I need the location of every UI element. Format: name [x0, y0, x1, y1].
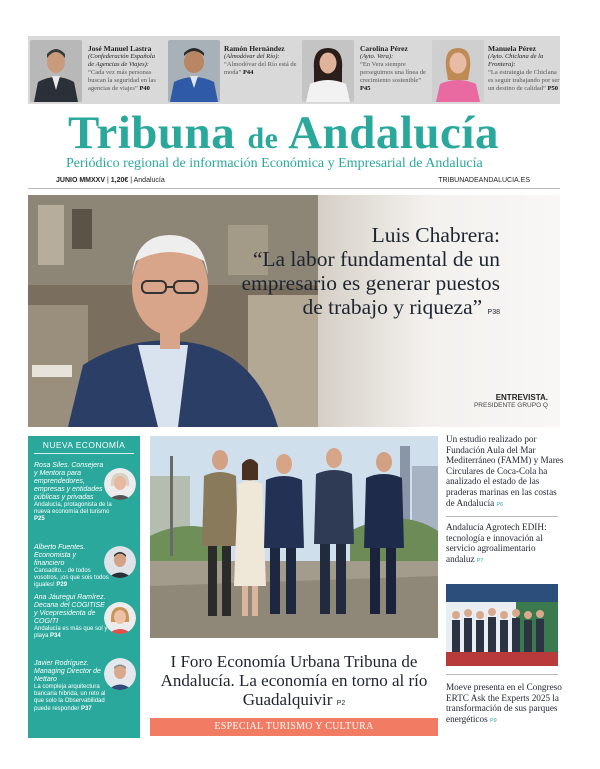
sidebar-article — [34, 684, 112, 713]
banner-name: Manuela Pérez — [488, 44, 536, 53]
banner-name: Carolina Pérez — [360, 44, 408, 53]
hero-headline-name: Luis Chabrera: — [371, 223, 500, 247]
banner-quote-text: “La estrategia de Chiclana es seguir trabajando por ser un destino de calidad” — [488, 69, 560, 92]
banner-page: P40 — [139, 85, 150, 92]
right-story-moeve[interactable] — [446, 682, 564, 726]
sidebar-author: Rosa Siles. Consejera y Mentora para emprendedores, empresas y entidades públicas y privadas — [34, 462, 104, 501]
portrait-lastra — [30, 40, 82, 102]
hero-tag-role: PRESIDENTE GRUPO Q — [473, 402, 548, 409]
banner-name: José Manuel Lastra — [88, 44, 152, 53]
right-story-page: P9 — [489, 717, 497, 724]
hero-story[interactable] — [28, 195, 560, 427]
featured-interviews-banner — [28, 36, 560, 104]
avatar-jauregui — [104, 602, 136, 634]
banner-quote — [360, 61, 430, 93]
group-photo-illustration — [150, 436, 438, 638]
sidebar-article-text: Andalucía, protagonista de la nueva economía del turismo — [34, 502, 112, 516]
banner-page: P44 — [242, 69, 254, 76]
issue-date: JUNIO MMXXV — [56, 177, 106, 184]
hero-headline-quote: “La labor fundamental de un empresario es generar puestos de trabajo y riqueza” — [241, 247, 500, 319]
right-story-text: Moeve presenta en el Congreso ERTC Ask the Experts 2025 la transformación de sus parques energéticos — [446, 682, 562, 724]
issue-region: Andalucía — [133, 177, 165, 184]
avatar-siles — [104, 468, 136, 500]
foro-page: P2 — [336, 700, 346, 707]
banner-role: (Ayto. Chiclana de la Frontera): — [488, 53, 544, 68]
agrotech-photo[interactable] — [446, 584, 558, 666]
sidebar-article — [34, 626, 112, 640]
masthead-title-de: de — [247, 122, 279, 155]
banner-item-hernandez[interactable] — [166, 36, 299, 104]
sidebar-divider — [34, 453, 134, 454]
banner-page: P50 — [547, 85, 559, 92]
banner-page: P45 — [360, 85, 371, 92]
sidebar-article — [34, 568, 112, 590]
banner-role: (Ayto. Vera): — [360, 53, 394, 60]
sidebar-article-text: Andalucía es más que sol y playa — [34, 626, 108, 640]
foro-headline[interactable] — [150, 652, 438, 713]
sidebar-author: Alberto Fuentes. Economista y financiero — [34, 544, 86, 567]
masthead-title[interactable] — [68, 106, 499, 160]
banner-item-carolina-perez[interactable] — [302, 36, 432, 104]
right-divider — [446, 674, 558, 675]
portrait-carolina-perez — [302, 40, 354, 102]
hero-tag-type: ENTREVISTA. — [495, 393, 548, 402]
hero-page: P38 — [487, 309, 500, 316]
sidebar-page: P34 — [50, 633, 61, 640]
sidebar-author: Javier Rodríguez. Managing Director de Nettaro — [34, 660, 101, 683]
sidebar-heading: NUEVA ECONOMÍA — [42, 440, 126, 450]
banner-quote-text: “Cada vez más personas buscan la seguridad en las agencias de viajes” — [88, 69, 156, 92]
issue-separator: | — [106, 177, 109, 184]
portrait-manuela-perez — [432, 40, 484, 102]
right-story-text: Andalucía Agrotech EDIH: tecnología e innovación al servicio agroalimentario andaluz — [446, 522, 547, 564]
nueva-economia-sidebar — [28, 436, 140, 738]
avatar-rodriguez — [104, 658, 136, 690]
avatar-fuentes — [104, 546, 136, 578]
right-story-page: P7 — [476, 557, 484, 564]
hero-section-tag — [474, 393, 548, 409]
right-story-text: Un estudio realizado por Fundación Aula del Mar Mediterráneo (FAMM) y Mares Circulares de Coca-Cola ha analizado el estado de las praderas marinas en las costas de Andalucía — [446, 434, 564, 508]
sidebar-article-text: Cansadito... de todos vosotros, ¡os que sois todos iguales! — [34, 568, 109, 589]
masthead-divider — [28, 188, 560, 189]
banner-name: Ramón Hernández — [224, 44, 285, 53]
banner-role: (Almodóvar del Río): — [224, 53, 280, 60]
banner-quote-text: “Almodóvar del Río está de moda” — [224, 61, 297, 76]
banner-quote — [488, 69, 560, 93]
special-section-banner[interactable]: ESPECIAL TURISMO Y CULTURA — [150, 718, 438, 736]
sidebar-article — [34, 502, 112, 524]
banner-quote — [88, 69, 160, 93]
masthead-title-a: Tribuna — [68, 107, 248, 159]
banner-quote — [224, 61, 298, 77]
issue-price: 1,20€ — [110, 177, 129, 184]
site-url[interactable]: TRIBUNADEANDALUCIA.ES — [438, 177, 530, 184]
banner-item-manuela-perez[interactable] — [432, 36, 560, 104]
masthead-title-b: Andalucía — [278, 107, 499, 159]
issue-separator: | — [130, 177, 133, 184]
portrait-hernandez — [168, 40, 220, 102]
hero-headline — [240, 223, 500, 325]
right-story-famm[interactable] — [446, 434, 564, 510]
sidebar-page: P25 — [34, 516, 45, 523]
banner-quote-text: “En Vera siempre perseguimos una línea de crecimiento sostenible” — [360, 61, 426, 84]
sidebar-page: P37 — [81, 705, 92, 712]
masthead-subtitle: Periódico regional de información Económica y Empresarial de Andalucía — [66, 156, 483, 171]
banner-role: (Confederación Española de Agencias de Viajes): — [88, 53, 155, 68]
right-story-agrotech[interactable] — [446, 522, 564, 566]
right-story-page: P6 — [496, 501, 504, 508]
agrotech-photo-illustration — [446, 584, 558, 666]
sidebar-page: P29 — [56, 582, 68, 589]
foro-group-photo[interactable] — [150, 436, 438, 638]
issue-info — [56, 177, 165, 184]
banner-item-lastra[interactable] — [28, 36, 161, 104]
foro-headline-text: I Foro Economía Urbana Tribuna de Andalucía. La economía en torno al río Guadalquivir — [160, 652, 428, 709]
right-divider — [446, 516, 558, 517]
sidebar-author: Ana Jáuregui Ramírez. Decana del COGITISE y Vicepresidenta de COGITI — [34, 594, 106, 625]
sidebar-article-text: La compleja arquitectura bancaria híbrida, un reto al que solo la Observabilidad puede responder — [34, 684, 106, 712]
